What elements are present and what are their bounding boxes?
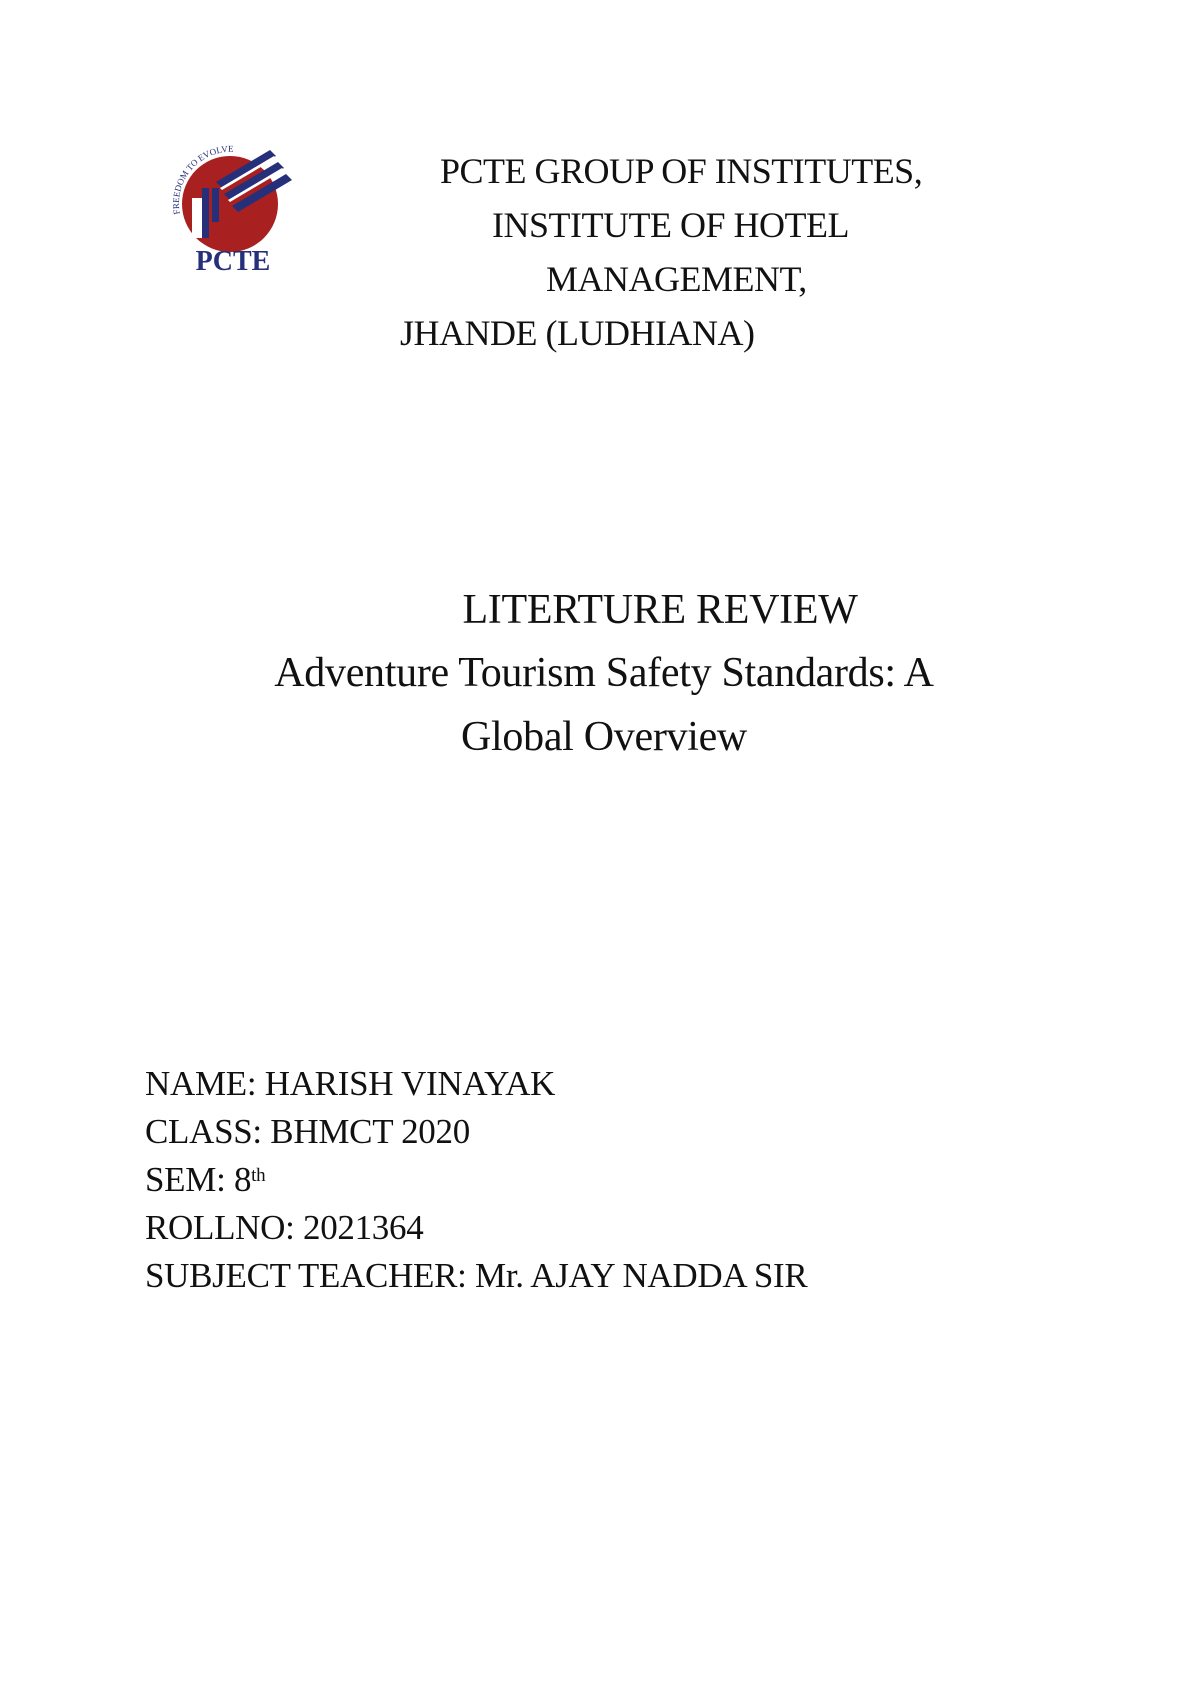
student-semester [145, 1156, 807, 1204]
semester-suffix: th [251, 1165, 266, 1186]
student-name: NAME: HARISH VINAYAK [145, 1064, 556, 1103]
logo-wordmark: PCTE [195, 246, 271, 277]
semester-label: SEM: 8 [145, 1160, 252, 1199]
report-title-line-1: Adventure Tourism Safety Standards: A [274, 650, 934, 696]
logo-tagline: FREEDOM TO EVOLVE [170, 143, 234, 216]
student-info-block [145, 1060, 807, 1300]
subject-teacher: SUBJECT TEACHER: Mr. AJAY NADDA SIR [145, 1256, 808, 1295]
institute-line-2: INSTITUTE OF HOTEL [492, 205, 849, 245]
institute-line-4: JHANDE (LUDHIANA) [400, 313, 755, 353]
pcte-logo-graphic [170, 142, 300, 287]
document-type-heading: LITERTURE REVIEW [462, 587, 858, 633]
student-class: CLASS: BHMCT 2020 [145, 1112, 470, 1151]
report-title-line-2: Global Overview [461, 714, 747, 760]
pcte-logo [170, 142, 300, 287]
institute-line-1: PCTE GROUP OF INSTITUTES, [440, 151, 923, 191]
institute-line-3: MANAGEMENT, [546, 259, 807, 299]
student-rollno: ROLLNO: 2021364 [145, 1208, 424, 1247]
